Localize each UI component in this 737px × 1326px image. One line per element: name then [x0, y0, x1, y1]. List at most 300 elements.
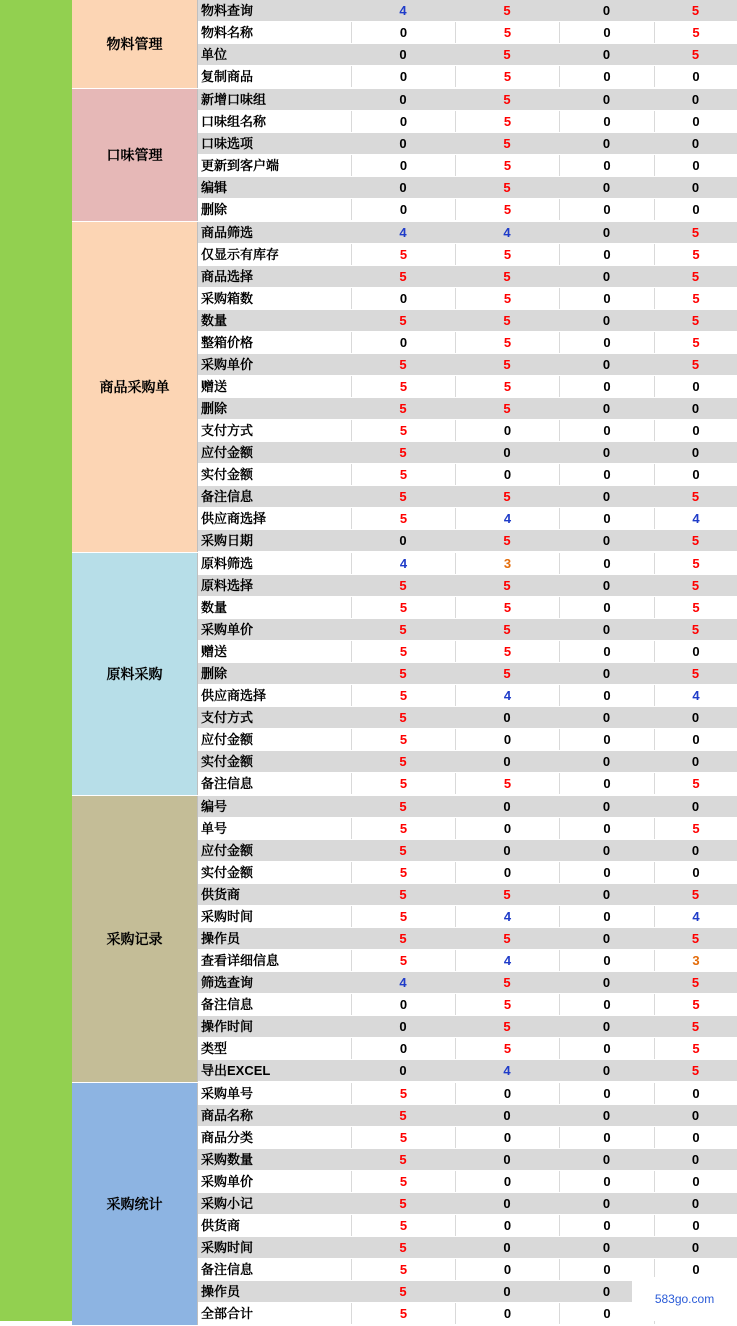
value-cell[interactable]: 5	[691, 533, 700, 548]
value-cell[interactable]: 0	[503, 1240, 511, 1255]
value-cell[interactable]: 0	[559, 1303, 654, 1324]
value-cell[interactable]: 0	[559, 1171, 654, 1192]
value-cell[interactable]: 5	[654, 288, 737, 309]
value-cell[interactable]: 0	[399, 533, 407, 548]
row-label-cell[interactable]: 操作员	[201, 931, 241, 946]
value-cell[interactable]: 5	[455, 111, 559, 132]
value-cell[interactable]: 3	[654, 950, 737, 971]
value-cell[interactable]: 5	[399, 313, 407, 328]
value-cell[interactable]: 0	[559, 508, 654, 529]
value-cell[interactable]: 5	[399, 445, 407, 460]
value-cell[interactable]: 0	[455, 1083, 559, 1104]
value-cell[interactable]: 0	[399, 1019, 407, 1034]
value-cell[interactable]: 0	[455, 862, 559, 883]
value-cell[interactable]: 0	[559, 553, 654, 574]
row-label-cell[interactable]: 应付金额	[201, 732, 254, 747]
value-cell[interactable]: 0	[559, 994, 654, 1015]
value-cell[interactable]: 0	[559, 244, 654, 265]
value-cell[interactable]: 5	[691, 887, 700, 902]
value-cell[interactable]: 0	[559, 862, 654, 883]
value-cell[interactable]: 5	[399, 1152, 407, 1167]
value-cell[interactable]: 0	[602, 445, 611, 460]
row-label-cell[interactable]: 供应商选择	[201, 511, 267, 526]
value-cell[interactable]: 5	[399, 578, 407, 593]
value-cell[interactable]: 5	[351, 1171, 455, 1192]
row-label-cell[interactable]: 原料选择	[201, 578, 254, 593]
value-cell[interactable]: 4	[654, 685, 737, 706]
value-cell[interactable]: 0	[691, 1196, 700, 1211]
value-cell[interactable]: 5	[455, 994, 559, 1015]
value-cell[interactable]: 0	[602, 180, 611, 195]
value-cell[interactable]: 5	[399, 666, 407, 681]
category-cell[interactable]: 物料管理	[72, 0, 198, 88]
value-cell[interactable]: 0	[654, 1127, 737, 1148]
value-cell[interactable]: 0	[351, 111, 455, 132]
value-cell[interactable]: 5	[351, 376, 455, 397]
value-cell[interactable]: 0	[691, 445, 700, 460]
value-cell[interactable]: 0	[503, 1284, 511, 1299]
value-cell[interactable]: 5	[399, 622, 407, 637]
value-cell[interactable]: 0	[654, 641, 737, 662]
value-cell[interactable]: 0	[602, 666, 611, 681]
value-cell[interactable]: 0	[602, 622, 611, 637]
value-cell[interactable]: 5	[351, 729, 455, 750]
value-cell[interactable]: 0	[455, 1303, 559, 1324]
value-cell[interactable]: 5	[455, 376, 559, 397]
value-cell[interactable]: 5	[399, 1240, 407, 1255]
value-cell[interactable]: 5	[691, 357, 700, 372]
value-cell[interactable]: 0	[559, 288, 654, 309]
value-cell[interactable]: 0	[602, 313, 611, 328]
value-cell[interactable]: 5	[399, 887, 407, 902]
value-cell[interactable]: 0	[602, 1019, 611, 1034]
value-cell[interactable]: 0	[559, 685, 654, 706]
value-cell[interactable]: 0	[691, 799, 700, 814]
value-cell[interactable]: 0	[399, 136, 407, 151]
value-cell[interactable]: 0	[602, 931, 611, 946]
value-cell[interactable]: 0	[602, 578, 611, 593]
value-cell[interactable]: 5	[351, 685, 455, 706]
value-cell[interactable]: 0	[399, 1063, 407, 1078]
value-cell[interactable]: 5	[503, 357, 511, 372]
row-label-cell[interactable]: 口味选项	[201, 136, 254, 151]
value-cell[interactable]: 5	[503, 47, 511, 62]
row-label-cell[interactable]: 物料查询	[201, 3, 254, 18]
row-label-cell[interactable]: 操作员	[201, 1284, 241, 1299]
value-cell[interactable]: 0	[559, 1127, 654, 1148]
value-cell[interactable]: 0	[559, 376, 654, 397]
row-label-cell[interactable]: 类型	[201, 1041, 228, 1056]
value-cell[interactable]: 0	[602, 489, 611, 504]
value-cell[interactable]: 5	[399, 1196, 407, 1211]
row-label-cell[interactable]: 采购数量	[201, 1152, 254, 1167]
value-cell[interactable]: 0	[654, 66, 737, 87]
value-cell[interactable]: 5	[455, 66, 559, 87]
row-label-cell[interactable]: 新增口味组	[201, 92, 267, 107]
row-label-cell[interactable]: 单号	[201, 821, 228, 836]
value-cell[interactable]: 0	[559, 66, 654, 87]
row-label-cell[interactable]: 备注信息	[201, 489, 254, 504]
value-cell[interactable]: 0	[455, 1215, 559, 1236]
value-cell[interactable]: 0	[691, 754, 700, 769]
value-cell[interactable]: 0	[455, 1171, 559, 1192]
value-cell[interactable]: 5	[503, 313, 511, 328]
row-label-cell[interactable]: 操作时间	[201, 1019, 254, 1034]
value-cell[interactable]: 0	[602, 136, 611, 151]
value-cell[interactable]: 0	[559, 729, 654, 750]
value-cell[interactable]: 5	[654, 994, 737, 1015]
value-cell[interactable]: 0	[691, 710, 700, 725]
value-cell[interactable]: 5	[455, 22, 559, 43]
value-cell[interactable]: 5	[503, 269, 511, 284]
row-label-cell[interactable]: 采购时间	[201, 909, 254, 924]
value-cell[interactable]: 5	[455, 597, 559, 618]
row-label-cell[interactable]: 实付金额	[201, 754, 254, 769]
value-cell[interactable]: 5	[351, 906, 455, 927]
row-label-cell[interactable]: 支付方式	[201, 423, 254, 438]
row-label-cell[interactable]: 导出EXCEL	[201, 1063, 271, 1078]
value-cell[interactable]: 0	[559, 1038, 654, 1059]
value-cell[interactable]: 0	[559, 420, 654, 441]
row-label-cell[interactable]: 实付金额	[201, 865, 254, 880]
row-label-cell[interactable]: 原料筛选	[201, 556, 254, 571]
value-cell[interactable]: 0	[503, 1108, 511, 1123]
value-cell[interactable]: 0	[602, 533, 611, 548]
value-cell[interactable]: 0	[602, 887, 611, 902]
row-label-cell[interactable]: 筛选查询	[201, 975, 254, 990]
value-cell[interactable]: 0	[503, 754, 511, 769]
value-cell[interactable]: 4	[455, 906, 559, 927]
value-cell[interactable]: 5	[654, 597, 737, 618]
value-cell[interactable]: 0	[399, 47, 407, 62]
value-cell[interactable]: 5	[503, 622, 511, 637]
value-cell[interactable]: 0	[602, 1196, 611, 1211]
value-cell[interactable]: 5	[399, 931, 407, 946]
row-label-cell[interactable]: 备注信息	[201, 776, 254, 791]
value-cell[interactable]: 0	[503, 799, 511, 814]
value-cell[interactable]: 0	[602, 1240, 611, 1255]
value-cell[interactable]: 0	[654, 1171, 737, 1192]
row-label-cell[interactable]: 赠送	[201, 644, 228, 659]
value-cell[interactable]: 5	[351, 641, 455, 662]
row-label-cell[interactable]: 采购单号	[201, 1086, 254, 1101]
row-label-cell[interactable]: 供货商	[201, 887, 241, 902]
row-label-cell[interactable]: 采购单价	[201, 357, 254, 372]
value-cell[interactable]: 0	[602, 269, 611, 284]
row-label-cell[interactable]: 供货商	[201, 1218, 241, 1233]
value-cell[interactable]: 5	[503, 578, 511, 593]
value-cell[interactable]: 4	[399, 3, 407, 18]
category-cell[interactable]: 采购统计	[72, 1083, 198, 1325]
value-cell[interactable]: 5	[399, 710, 407, 725]
category-cell[interactable]: 原料采购	[72, 553, 198, 795]
value-cell[interactable]: 0	[559, 906, 654, 927]
category-cell[interactable]: 口味管理	[72, 89, 198, 221]
value-cell[interactable]: 5	[503, 180, 511, 195]
value-cell[interactable]: 0	[654, 729, 737, 750]
value-cell[interactable]: 5	[691, 489, 700, 504]
value-cell[interactable]: 5	[691, 225, 700, 240]
value-cell[interactable]: 5	[455, 1038, 559, 1059]
value-cell[interactable]: 5	[351, 950, 455, 971]
value-cell[interactable]: 5	[455, 199, 559, 220]
value-cell[interactable]: 4	[455, 685, 559, 706]
value-cell[interactable]: 5	[691, 666, 700, 681]
value-cell[interactable]: 0	[602, 401, 611, 416]
value-cell[interactable]: 0	[351, 155, 455, 176]
value-cell[interactable]: 4	[399, 225, 407, 240]
value-cell[interactable]: 5	[503, 401, 511, 416]
value-cell[interactable]: 5	[503, 1019, 511, 1034]
row-label-cell[interactable]: 编辑	[201, 180, 228, 195]
value-cell[interactable]: 0	[691, 180, 700, 195]
value-cell[interactable]: 0	[351, 288, 455, 309]
value-cell[interactable]: 5	[691, 975, 700, 990]
row-label-cell[interactable]: 删除	[201, 401, 228, 416]
value-cell[interactable]: 0	[602, 843, 611, 858]
row-label-cell[interactable]: 仅显示有库存	[201, 247, 280, 262]
value-cell[interactable]: 0	[654, 1083, 737, 1104]
value-cell[interactable]: 0	[654, 111, 737, 132]
value-cell[interactable]: 0	[691, 1152, 700, 1167]
value-cell[interactable]: 0	[602, 3, 611, 18]
value-cell[interactable]: 0	[559, 332, 654, 353]
value-cell[interactable]: 0	[503, 445, 511, 460]
value-cell[interactable]: 0	[455, 1127, 559, 1148]
value-cell[interactable]: 0	[602, 92, 611, 107]
value-cell[interactable]: 5	[399, 357, 407, 372]
value-cell[interactable]: 0	[559, 818, 654, 839]
value-cell[interactable]: 4	[455, 508, 559, 529]
value-cell[interactable]: 5	[351, 1083, 455, 1104]
value-cell[interactable]: 5	[691, 578, 700, 593]
value-cell[interactable]: 5	[399, 269, 407, 284]
row-label-cell[interactable]: 备注信息	[201, 997, 254, 1012]
row-label-cell[interactable]: 全部合计	[201, 1306, 254, 1321]
value-cell[interactable]: 5	[455, 641, 559, 662]
value-cell[interactable]: 5	[399, 489, 407, 504]
value-cell[interactable]: 0	[503, 1152, 511, 1167]
row-label-cell[interactable]: 口味组名称	[201, 114, 267, 129]
value-cell[interactable]: 0	[654, 199, 737, 220]
row-label-cell[interactable]: 实付金额	[201, 467, 254, 482]
value-cell[interactable]: 0	[602, 975, 611, 990]
value-cell[interactable]: 5	[351, 773, 455, 794]
value-cell[interactable]: 5	[399, 401, 407, 416]
value-cell[interactable]: 5	[503, 3, 511, 18]
value-cell[interactable]: 5	[503, 666, 511, 681]
row-label-cell[interactable]: 编号	[201, 799, 228, 814]
value-cell[interactable]: 5	[351, 1215, 455, 1236]
value-cell[interactable]: 0	[351, 199, 455, 220]
value-cell[interactable]: 5	[503, 489, 511, 504]
row-label-cell[interactable]: 采购单价	[201, 622, 254, 637]
row-label-cell[interactable]: 物料名称	[201, 25, 254, 40]
value-cell[interactable]: 0	[455, 729, 559, 750]
value-cell[interactable]: 5	[691, 1019, 700, 1034]
value-cell[interactable]: 0	[559, 597, 654, 618]
value-cell[interactable]: 5	[351, 1303, 455, 1324]
value-cell[interactable]: 0	[654, 155, 737, 176]
value-cell[interactable]: 0	[503, 710, 511, 725]
row-label-cell[interactable]: 应付金额	[201, 843, 254, 858]
row-label-cell[interactable]: 更新到客户端	[201, 158, 280, 173]
value-cell[interactable]: 0	[691, 1108, 700, 1123]
value-cell[interactable]: 5	[691, 313, 700, 328]
value-cell[interactable]: 5	[351, 862, 455, 883]
row-label-cell[interactable]: 采购单价	[201, 1174, 254, 1189]
value-cell[interactable]: 5	[691, 931, 700, 946]
value-cell[interactable]: 5	[503, 533, 511, 548]
value-cell[interactable]: 0	[351, 1038, 455, 1059]
row-label-cell[interactable]: 采购时间	[201, 1240, 254, 1255]
value-cell[interactable]: 0	[602, 1152, 611, 1167]
value-cell[interactable]: 0	[691, 92, 700, 107]
value-cell[interactable]: 0	[602, 1108, 611, 1123]
value-cell[interactable]: 5	[351, 1127, 455, 1148]
value-cell[interactable]: 5	[351, 1259, 455, 1280]
value-cell[interactable]: 5	[399, 1284, 407, 1299]
value-cell[interactable]: 5	[654, 22, 737, 43]
row-label-cell[interactable]: 查看详细信息	[201, 953, 280, 968]
value-cell[interactable]: 0	[559, 1215, 654, 1236]
value-cell[interactable]: 5	[691, 622, 700, 637]
value-cell[interactable]: 0	[602, 225, 611, 240]
value-cell[interactable]: 0	[559, 199, 654, 220]
row-label-cell[interactable]: 供应商选择	[201, 688, 267, 703]
value-cell[interactable]: 5	[351, 464, 455, 485]
row-label-cell[interactable]: 数量	[201, 600, 228, 615]
value-cell[interactable]: 5	[455, 155, 559, 176]
value-cell[interactable]: 3	[455, 553, 559, 574]
value-cell[interactable]: 5	[654, 553, 737, 574]
row-label-cell[interactable]: 整箱价格	[201, 335, 254, 350]
value-cell[interactable]: 5	[351, 244, 455, 265]
value-cell[interactable]: 0	[351, 66, 455, 87]
value-cell[interactable]: 5	[654, 244, 737, 265]
value-cell[interactable]: 0	[602, 710, 611, 725]
value-cell[interactable]: 0	[602, 1284, 611, 1299]
value-cell[interactable]: 5	[691, 269, 700, 284]
row-label-cell[interactable]: 商品分类	[201, 1130, 254, 1145]
value-cell[interactable]: 0	[559, 155, 654, 176]
value-cell[interactable]: 0	[602, 754, 611, 769]
row-label-cell[interactable]: 赠送	[201, 379, 228, 394]
value-cell[interactable]: 5	[503, 92, 511, 107]
value-cell[interactable]: 0	[503, 843, 511, 858]
value-cell[interactable]: 5	[351, 818, 455, 839]
value-cell[interactable]: 0	[654, 1259, 737, 1280]
value-cell[interactable]: 0	[503, 1196, 511, 1211]
value-cell[interactable]: 5	[654, 1038, 737, 1059]
value-cell[interactable]: 5	[351, 597, 455, 618]
value-cell[interactable]: 5	[455, 288, 559, 309]
value-cell[interactable]: 5	[503, 975, 511, 990]
row-label-cell[interactable]: 删除	[201, 202, 228, 217]
value-cell[interactable]: 4	[351, 553, 455, 574]
value-cell[interactable]: 4	[654, 508, 737, 529]
value-cell[interactable]: 0	[559, 773, 654, 794]
value-cell[interactable]: 0	[691, 843, 700, 858]
value-cell[interactable]: 5	[654, 332, 737, 353]
value-cell[interactable]: 4	[503, 225, 511, 240]
value-cell[interactable]: 0	[455, 420, 559, 441]
value-cell[interactable]: 0	[559, 1259, 654, 1280]
value-cell[interactable]: 0	[455, 1259, 559, 1280]
value-cell[interactable]: 5	[654, 773, 737, 794]
row-label-cell[interactable]: 采购日期	[201, 533, 254, 548]
value-cell[interactable]: 0	[559, 464, 654, 485]
value-cell[interactable]: 5	[654, 818, 737, 839]
value-cell[interactable]: 5	[455, 773, 559, 794]
value-cell[interactable]: 5	[455, 244, 559, 265]
row-label-cell[interactable]: 采购箱数	[201, 291, 254, 306]
value-cell[interactable]: 4	[503, 1063, 511, 1078]
value-cell[interactable]: 0	[399, 180, 407, 195]
row-label-cell[interactable]: 备注信息	[201, 1262, 254, 1277]
value-cell[interactable]: 0	[602, 47, 611, 62]
value-cell[interactable]: 5	[399, 799, 407, 814]
value-cell[interactable]: 0	[654, 464, 737, 485]
value-cell[interactable]: 0	[602, 799, 611, 814]
value-cell[interactable]: 0	[559, 111, 654, 132]
value-cell[interactable]: 0	[602, 357, 611, 372]
value-cell[interactable]: 0	[559, 22, 654, 43]
value-cell[interactable]: 0	[654, 1215, 737, 1236]
value-cell[interactable]: 5	[399, 843, 407, 858]
row-label-cell[interactable]: 商品筛选	[201, 225, 254, 240]
value-cell[interactable]: 5	[691, 47, 700, 62]
value-cell[interactable]: 4	[399, 975, 407, 990]
row-label-cell[interactable]: 删除	[201, 666, 228, 681]
value-cell[interactable]: 0	[351, 994, 455, 1015]
category-cell[interactable]: 商品采购单	[72, 222, 198, 552]
value-cell[interactable]: 5	[503, 887, 511, 902]
value-cell[interactable]: 0	[654, 376, 737, 397]
row-label-cell[interactable]: 单位	[201, 47, 228, 62]
value-cell[interactable]: 0	[691, 401, 700, 416]
value-cell[interactable]: 5	[503, 931, 511, 946]
value-cell[interactable]: 5	[399, 754, 407, 769]
value-cell[interactable]: 0	[455, 818, 559, 839]
row-label-cell[interactable]: 商品名称	[201, 1108, 254, 1123]
row-label-cell[interactable]: 采购小记	[201, 1196, 254, 1211]
value-cell[interactable]: 0	[455, 464, 559, 485]
value-cell[interactable]: 0	[654, 862, 737, 883]
value-cell[interactable]: 5	[691, 1063, 700, 1078]
value-cell[interactable]: 0	[691, 1240, 700, 1255]
value-cell[interactable]: 5	[455, 332, 559, 353]
value-cell[interactable]: 0	[559, 641, 654, 662]
value-cell[interactable]: 0	[602, 1063, 611, 1078]
value-cell[interactable]: 5	[399, 1108, 407, 1123]
row-label-cell[interactable]: 数量	[201, 313, 228, 328]
value-cell[interactable]: 0	[351, 332, 455, 353]
value-cell[interactable]: 5	[351, 508, 455, 529]
value-cell[interactable]: 0	[559, 1083, 654, 1104]
row-label-cell[interactable]: 应付金额	[201, 445, 254, 460]
value-cell[interactable]: 4	[455, 950, 559, 971]
value-cell[interactable]: 5	[503, 136, 511, 151]
value-cell[interactable]: 0	[559, 950, 654, 971]
row-label-cell[interactable]: 复制商品	[201, 69, 254, 84]
value-cell[interactable]: 5	[351, 420, 455, 441]
row-label-cell[interactable]: 商品选择	[201, 269, 254, 284]
category-cell[interactable]: 采购记录	[72, 796, 198, 1082]
value-cell[interactable]: 4	[654, 906, 737, 927]
value-cell[interactable]: 0	[654, 420, 737, 441]
value-cell[interactable]: 0	[399, 92, 407, 107]
